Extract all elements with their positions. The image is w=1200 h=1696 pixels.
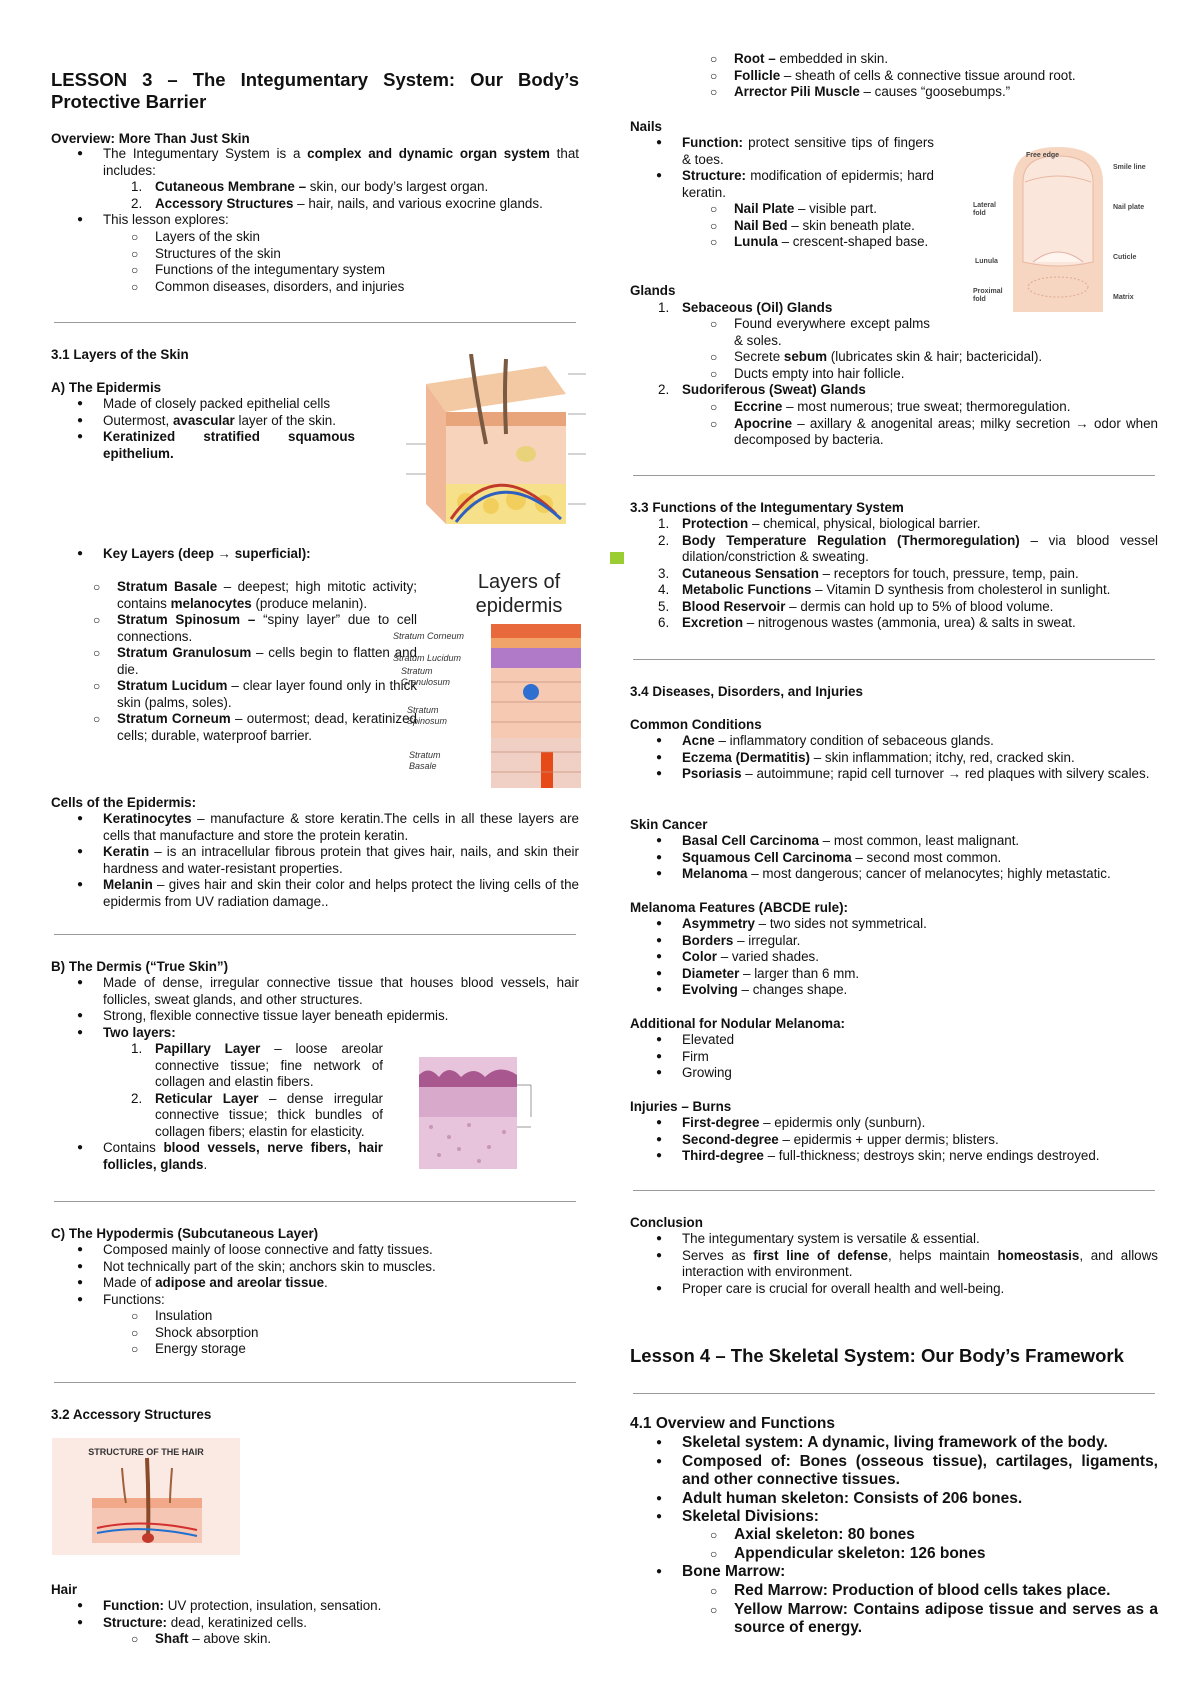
sebaceous-items [734,349,1158,382]
hair-heading: Hair [51,1582,78,1597]
epidermis-layers-figure: Layers of epidermis Stratum Corneum Stratum Lucidum Stratum Granulosum Stratum Spinosum Stratum Basale [391,570,611,790]
list-item: ○ Arrector Pili Muscle – causes “goosebumps.” [734,84,1158,101]
lesson3-title: LESSON 3 – The Integumentary System: Our Body’s Protective Barrier [51,69,579,112]
list-item: ○ Ducts empty into hair follicle. [734,366,1158,383]
glands-heading: Glands [630,283,676,298]
conclusion-list [682,1231,1158,1297]
dermis-heading: B) The Dermis (“True Skin”) [51,959,229,974]
bone-marrow-list [734,1582,1158,1638]
sweat-gland-types [734,399,1158,449]
list-item: ○ Axial skeleton: 80 bones [734,1526,1158,1545]
list-item: ○ Insulation [155,1308,579,1325]
nail-anatomy-figure: Free edge Smile line Lateral fold Nail plate Lunula Cuticle Proximal fold Matrix [973,142,1158,312]
list-item: ○ Shaft – above skin. [155,1631,579,1648]
functions-list: 1. Protection – chemical, physical, biological barrier. 2. Body Temperature Regulation (Thermoregulation) – via blood vessel dilation/constriction & sweating. 3. Cutaneous Sensation – receptors for touch, pressure, temp, pain. 4. Metabolic Functions – Vitamin D synthesis from cholesterol in sunlight. 5. Blood Reservoir – dermis can hold up to 5% of blood volume. 6. Excretion – nitrogenous wastes (ammonia, urea) & salts in sweat. [658,516,1158,630]
nail-parts-list [734,201,934,251]
nodular-heading: Additional for Nodular Melanoma: [630,1016,845,1031]
dermis-histology-figure [419,1057,579,1169]
sebaceous-label: 1. Sebaceous (Oil) Glands [658,300,833,315]
hair-parts-continued [734,51,1158,101]
divider [54,322,576,323]
hypodermis-bullets: ● Composed mainly of loose connective and fatty tissues. ● Not technically part of the skin; anchors skin to muscles. ● Made of adipose and areolar tissue. ● Functions: [103,1242,579,1308]
hair-structure-figure: STRUCTURE OF THE HAIR [52,1438,240,1555]
divider [633,659,1155,660]
section-4-1-heading: 4.1 Overview and Functions [630,1415,836,1432]
list-item: ● Color – varied shades. [682,949,1158,966]
section-3-3-heading: 3.3 Functions of the Integumentary System [630,500,904,515]
list-item: ● Acne – inflammatory condition of sebaceous glands. [682,733,1158,750]
list-item: ○ Red Marrow: Production of blood cells takes place. [734,1582,1158,1601]
sebaceous-item-1 [734,316,930,349]
list-item: ○ Lunula – crescent-shaped base. [734,234,934,251]
list-item: ● Keratinocytes – manufacture & store keratin.The cells in all these layers are cells that manufacture and store the protein keratin. [103,811,579,844]
key-layers-label: ● Key Layers (deep → superficial): [103,546,355,563]
cells-heading: Cells of the Epidermis: [51,795,197,810]
list-item: ● The integumentary system is versatile & essential. [682,1231,1158,1248]
list-item: ● Psoriasis – autoimmune; rapid cell turnover → red plaques with silvery scales. [682,766,1158,783]
figure-title: Layers of epidermis [475,571,563,617]
divider [54,934,576,935]
list-item: ○ Found everywhere except palms & soles. [734,316,930,349]
epidermis-heading: A) The Epidermis [51,380,162,395]
lesson4-title: Lesson 4 – The Skeletal System: Our Body’s Framework [630,1345,1124,1366]
list-item: ○ Structures of the skin [155,246,579,263]
list-item: ● Melanin – gives hair and skin their color and helps protect the living cells of the epidermis from UV radiation damage.. [103,877,579,910]
overview-list: 1. Cutaneous Membrane – skin, our body’s largest organ. 2. Accessory Structures – hair, nails, and various exocrine glands. [131,179,543,211]
divider [633,475,1155,476]
abcde-heading: Melanoma Features (ABCDE rule): [630,900,849,915]
abcde-list [682,916,1158,999]
list-item: ● Serves as first line of defense, helps maintain homeostasis, and allows interaction with environment. [682,1248,1158,1281]
list-item: ○ Common diseases, disorders, and injuries [155,279,579,296]
common-conditions-list [682,733,1158,783]
dermis-layers-list: 1. Papillary Layer – loose areolar connective tissue; fine network of collagen and elastin fibers. 2. Reticular Layer – dense irregular connective tissue; thick bundles of collagen fibers; elastin for elasticity. [131,1041,383,1139]
skeletal-divisions-list [734,1526,1158,1563]
list-item: ○ Follicle – sheath of cells & connective tissue around root. [734,68,1158,85]
bone-marrow-label: ● Bone Marrow: [682,1563,1158,1582]
list-item: ○ Eccrine – most numerous; true sweat; thermoregulation. [734,399,1158,416]
nails-bullets: ● Function: protect sensitive tips of fingers & toes. ● Structure: modification of epidermis; hard keratin. [682,135,934,201]
divider [633,1190,1155,1191]
section-3-2-heading: 3.2 Accessory Structures [51,1407,212,1422]
list-item: ● Proper care is crucial for overall health and well-being. [682,1281,1158,1298]
list-item: ● Diameter – larger than 6 mm. [682,966,1158,983]
list-item: ○ Stratum Lucidum – clear layer found only in thick skin (palms, soles). [117,678,417,711]
burns-list [682,1115,1158,1165]
common-conditions-heading: Common Conditions [630,717,762,732]
list-item: ○ Nail Plate – visible part. [734,201,934,218]
explores-label: ● This lesson explores: [103,212,579,229]
list-item: ○ Stratum Spinosum – “spiny layer” due to cell connections. [117,612,417,645]
nails-heading: Nails [630,119,663,134]
lesson4-bullets: ● Skeletal system: A dynamic, living framework of the body. ● Composed of: Bones (osseous tissue), cartilages, ligaments, and other connective tissues. ● Adult human skeleton: Consists of 206 bones. ● Skeletal Divisions: [682,1434,1158,1527]
list-item: ○ Apocrine – axillary & anogenital areas; milky secretion → odor when decomposed by bacteria. [734,416,1158,449]
divider [633,1393,1155,1394]
list-item: ● Melanoma – most dangerous; cancer of melanocytes; highly metastatic. [682,866,1158,883]
overview-intro: ● The Integumentary System is a complex and dynamic organ system that includes: [103,146,579,179]
list-item: ○ Layers of the skin [155,229,579,246]
explores-list [155,229,579,295]
hair-parts-list [155,1631,579,1648]
skin-cancer-heading: Skin Cancer [630,817,708,832]
list-item: ● First-degree – epidermis only (sunburn). [682,1115,1158,1132]
section-3-1-heading: 3.1 Layers of the Skin [51,347,189,362]
list-item: ○ Nail Bed – skin beneath plate. [734,218,934,235]
list-item: ○ Stratum Corneum – outermost; dead, keratinized cells; durable, waterproof barrier. [117,711,417,744]
layers-list [117,579,417,744]
list-item: ○ Stratum Granulosum – cells begin to flatten and die. [117,645,417,678]
list-item: ● Squamous Cell Carcinoma – second most common. [682,850,1158,867]
list-item: ● Evolving – changes shape. [682,982,1158,999]
dermis-contains: ● Contains blood vessels, nerve fibers, hair follicles, glands. [103,1140,383,1173]
list-item: ○ Stratum Basale – deepest; high mitotic activity; contains melanocytes (produce melanin). [117,579,417,612]
list-item: ○ Functions of the integumentary system [155,262,579,279]
divider [54,1201,576,1202]
list-item: ● Basal Cell Carcinoma – most common, least malignant. [682,833,1158,850]
cells-list [103,811,579,910]
epidermis-bullets: ● Made of closely packed epithelial cells ● Outermost, avascular layer of the skin. ● Keratinized stratified squamous epithelium. [103,396,355,462]
list-item: ● Second-degree – epidermis + upper dermis; blisters. [682,1132,1158,1149]
hypodermis-heading: C) The Hypodermis (Subcutaneous Layer) [51,1226,319,1241]
skin-cancer-list [682,833,1158,883]
list-item: ● Asymmetry – two sides not symmetrical. [682,916,1158,933]
list-item: ● Borders – irregular. [682,933,1158,950]
list-item: ○ Appendicular skeleton: 126 bones [734,1545,1158,1564]
list-item: ● Keratin – is an intracellular fibrous protein that gives hair, nails, and skin their hardness and water-resistant properties. [103,844,579,877]
list-item: ○ Root – embedded in skin. [734,51,1158,68]
list-item: ● Elevated [682,1032,1158,1049]
list-item: ○ Secrete sebum (lubricates skin & hair; bactericidal). [734,349,1158,366]
nodular-list [682,1032,1158,1082]
list-item: ● Growing [682,1065,1158,1082]
dermis-bullets: ● Made of dense, irregular connective tissue that houses blood vessels, hair follicles, sweat glands, and other structures. ● Strong, flexible connective tissue layer beneath epidermis. ● Two layers: [103,975,579,1041]
hypodermis-functions [155,1308,579,1358]
list-item: ○ Energy storage [155,1341,579,1358]
list-item: ● Firm [682,1049,1158,1066]
section-3-4-heading: 3.4 Diseases, Disorders, and Injuries [630,684,863,699]
list-item: ● Third-degree – full-thickness; destroys skin; nerve endings destroyed. [682,1148,1158,1165]
divider [54,1382,576,1383]
skin-cross-section-figure [376,354,624,568]
burns-heading: Injuries – Burns [630,1099,732,1114]
hair-bullets: ● Function: UV protection, insulation, sensation. ● Structure: dead, keratinized cells. [103,1598,579,1631]
sudoriferous-label: 2. Sudoriferous (Sweat) Glands [658,382,866,397]
list-item: ○ Yellow Marrow: Contains adipose tissue and serves as a source of energy. [734,1601,1158,1638]
list-item: ● Eczema (Dermatitis) – skin inflammation; itchy, red, cracked skin. [682,750,1158,767]
overview-heading: Overview: More Than Just Skin [51,131,250,146]
list-item: ○ Shock absorption [155,1325,579,1342]
conclusion-heading: Conclusion [630,1215,703,1230]
